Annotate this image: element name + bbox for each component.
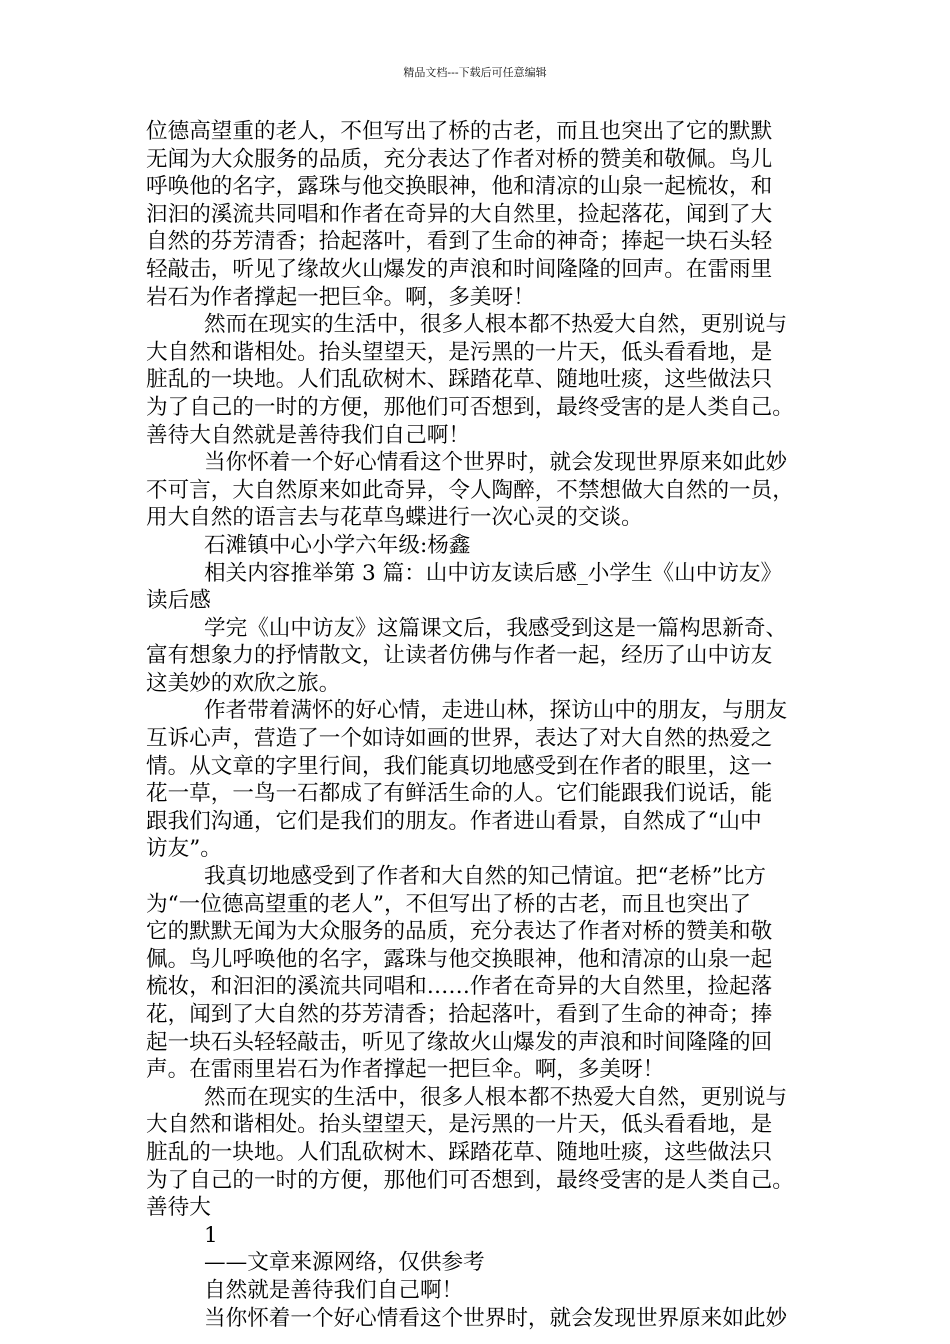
document-body xyxy=(146,118,818,1332)
source-note: ——文章来源网络，仅供参考 xyxy=(204,1250,485,1276)
text-line: 石滩镇中心小学六年级:杨鑫 xyxy=(204,532,471,558)
text-line: 善待大自然就是善待我们自己啊！ xyxy=(146,422,470,448)
text-line: 梳妆，和汩汩的溪流共同唱和……作者在奇异的大自然里，捡起落 xyxy=(146,974,773,1000)
text-line: 大自然和谐相处。抬头望望天，是污黑的一片天，低头看看地，是 xyxy=(146,1112,773,1138)
text-line: 作者带着满怀的好心情，走进山林，探访山中的朋友，与朋友 xyxy=(204,698,788,724)
page-header: 精品文档---下载后可任意编辑 xyxy=(403,66,547,79)
text-line: 为“一位德高望重的老人”，不但写出了桥的古老，而且也突出了 xyxy=(146,891,752,917)
text-line: 情。从文章的字里行间，我们能真切地感受到在作者的眼里，这一 xyxy=(146,753,773,779)
text-line: 学完《山中访友》这篇课文后，我感受到这是一篇构思新奇、 xyxy=(204,615,788,641)
text-line: 然而在现实的生活中，很多人根本都不热爱大自然，更别说与 xyxy=(204,312,788,338)
text-line: 声。在雷雨里岩石为作者撑起一把巨伞。啊，多美呀！ xyxy=(146,1057,665,1083)
page-number: 1 xyxy=(204,1222,218,1248)
text-line: 花，闻到了大自然的芬芳清香；拾起落叶，看到了生命的神奇；捧 xyxy=(146,1002,773,1027)
text-line: 为了自己的一时的方便，那他们可否想到，最终受害的是人类自己。 xyxy=(146,394,794,420)
text-line: 位德高望重的老人，不但写出了桥的古老，而且也突出了它的默默 xyxy=(146,119,773,144)
text-line: 自然的芬芳清香；拾起落叶，看到了生命的神奇；捧起一块石头轻 xyxy=(146,229,773,255)
text-line: 无闻为大众服务的品质，充分表达了作者对桥的赞美和敬佩。鸟儿 xyxy=(146,146,773,172)
text-line: 当你怀着一个好心情看这个世界时，就会发现世界原来如此妙 xyxy=(204,450,788,476)
text-line: 然而在现实的生活中，很多人根本都不热爱大自然，更别说与 xyxy=(204,1084,788,1110)
text-line: 访友”。 xyxy=(146,836,222,862)
text-line: 这美妙的欢欣之旅。 xyxy=(146,670,341,696)
text-line: 大自然和谐相处。抬头望望天，是污黑的一片天，低头看看地，是 xyxy=(146,339,773,365)
text-line: 不可言，大自然原来如此奇异，令人陶醉，不禁想做大自然的一员， xyxy=(146,477,794,503)
text-line: 脏乱的一块地。人们乱砍树木、踩踏花草、随地吐痰，这些做法只 xyxy=(146,1139,773,1165)
text-line: 花一草，一鸟一石都成了有鲜活生命的人。它们能跟我们说话，能 xyxy=(146,781,773,807)
body-text xyxy=(146,118,818,1222)
text-line: 岩石为作者撑起一把巨伞。啊，多美呀！ xyxy=(146,284,535,310)
text-line: 相关内容推举第 3 篇：山中访友读后感_小学生《山中访友》 xyxy=(204,560,783,586)
text-line: 用大自然的语言去与花草鸟蝶进行一次心灵的交谈。 xyxy=(146,505,643,531)
text-line: 佩。鸟儿呼唤他的名字，露珠与他交换眼神，他和清凉的山泉一起 xyxy=(146,946,773,972)
text-line: 呼唤他的名字，露珠与他交换眼神，他和清凉的山泉一起梳妆，和 xyxy=(146,174,773,200)
text-line: 跟我们沟通，它们是我们的朋友。作者进山看景，自然成了“山中 xyxy=(146,808,762,834)
text-line: 我真切地感受到了作者和大自然的知己情谊。把“老桥”比方 xyxy=(204,864,766,890)
continued-line-2: 当你怀着一个好心情看这个世界时，就会发现世界原来如此妙 xyxy=(204,1305,788,1331)
text-line: 善待大 xyxy=(146,1195,211,1221)
text-line: 互诉心声，营造了一个如诗如画的世界，表达了对大自然的热爱之 xyxy=(146,726,773,752)
text-line: 汩汩的溪流共同唱和作者在奇异的大自然里，捡起落花，闻到了大 xyxy=(146,201,773,227)
text-line: 富有想象力的抒情散文，让读者仿佛与作者一起，经历了山中访友 xyxy=(146,643,773,669)
text-line: 读后感 xyxy=(146,588,211,614)
text-line: 它的默默无闻为大众服务的品质，充分表达了作者对桥的赞美和敬 xyxy=(146,919,773,945)
text-line: 起一块石头轻轻敲击，听见了缘故火山爆发的声浪和时间隆隆的回 xyxy=(146,1029,773,1055)
text-line: 脏乱的一块地。人们乱砍树木、踩踏花草、随地吐痰，这些做法只 xyxy=(146,367,773,393)
continued-line-1: 自然就是善待我们自己啊！ xyxy=(204,1277,464,1303)
text-line: 轻敲击，听见了缘故火山爆发的声浪和时间隆隆的回声。在雷雨里 xyxy=(146,256,773,282)
text-line: 为了自己的一时的方便，那他们可否想到，最终受害的是人类自己。 xyxy=(146,1167,794,1193)
